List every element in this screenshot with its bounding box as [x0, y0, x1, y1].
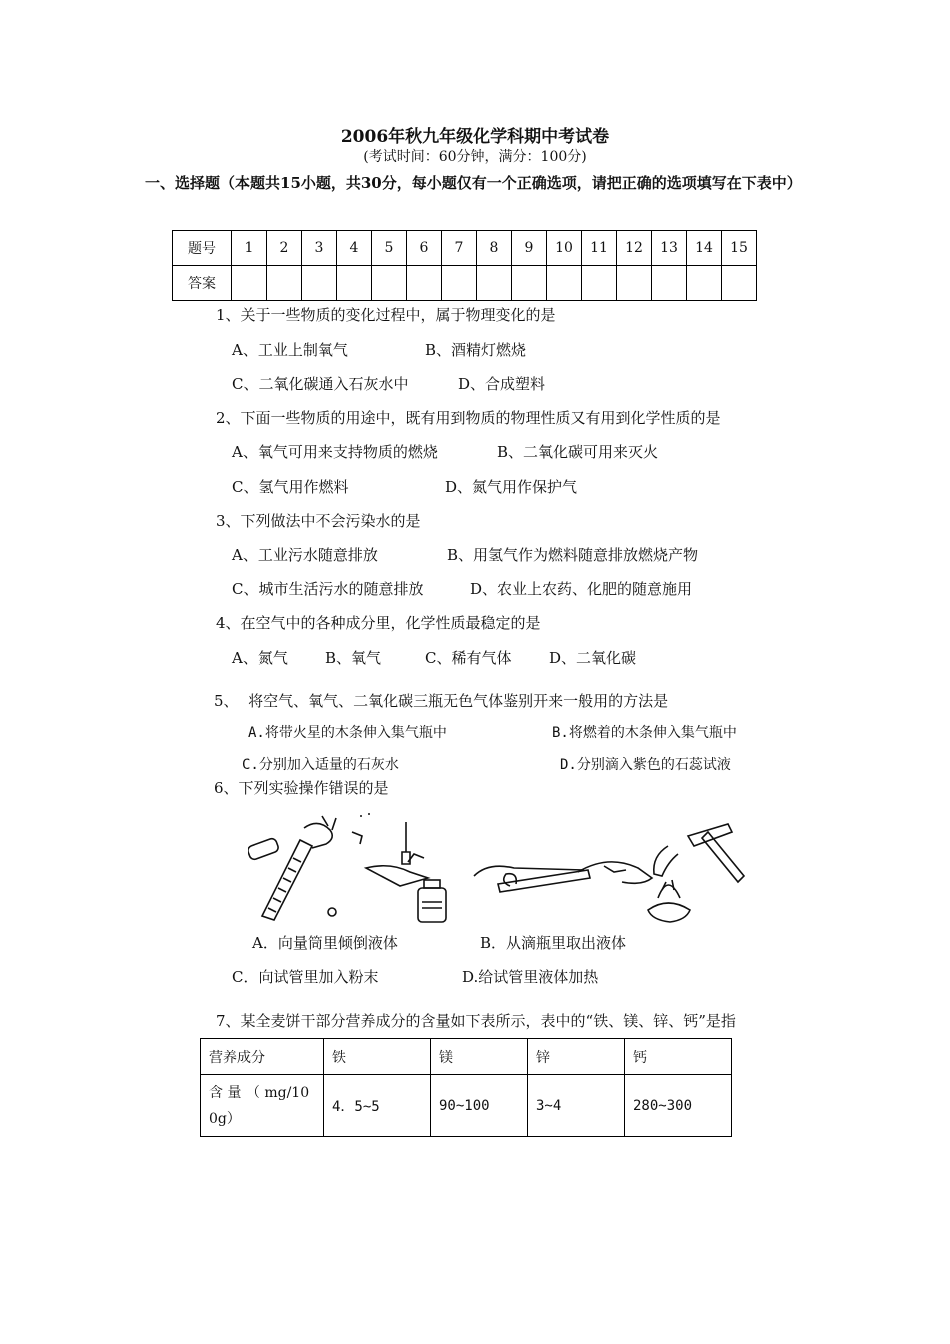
answer-cell[interactable] [687, 266, 722, 301]
question-2-stem: 2、下面一些物质的用途中，既有用到物质的物理性质又有用到化学性质的是 [216, 409, 721, 427]
table-row [201, 1039, 732, 1075]
question-number-cell: 10 [547, 231, 582, 266]
question-5-option-c: C.分别加入适量的石灰水 [242, 757, 399, 773]
question-number-cell: 1 [232, 231, 267, 266]
answer-cell[interactable] [407, 266, 442, 301]
question-3-option-a: A、工业污水随意排放 [232, 546, 378, 564]
question-4-option-a: A、氮气 [232, 649, 288, 667]
answer-cell[interactable] [582, 266, 617, 301]
question-6-option-b: B．从滴瓶里取出液体 [480, 934, 627, 952]
row-label-answer: 答案 [173, 266, 232, 301]
table-cell: 280~300 [625, 1075, 732, 1137]
question-1-stem: 1、关于一些物质的变化过程中，属于物理变化的是 [216, 306, 556, 324]
question-3-option-b: B、用氢气作为燃料随意排放燃烧产物 [447, 546, 699, 564]
answer-cell[interactable] [442, 266, 477, 301]
question-number-cell: 8 [477, 231, 512, 266]
table-row [173, 231, 757, 266]
table-header-cell: 营养成分 [201, 1039, 324, 1075]
question-number-cell: 15 [722, 231, 757, 266]
question-2-option-a: A、氧气可用来支持物质的燃烧 [232, 443, 438, 461]
answer-cell[interactable] [722, 266, 757, 301]
question-number-cell: 2 [267, 231, 302, 266]
question-6-option-d: D.给试管里液体加热 [462, 968, 599, 986]
answer-cell[interactable] [617, 266, 652, 301]
table-header-cell: 钙 [625, 1039, 732, 1075]
question-number-cell: 4 [337, 231, 372, 266]
answer-cell[interactable] [547, 266, 582, 301]
question-3-option-c: C、城市生活污水的随意排放 [232, 580, 424, 598]
question-6-option-c: C．向试管里加入粉末 [232, 968, 379, 986]
question-1-option-b: B、酒精灯燃烧 [425, 341, 527, 359]
exam-info: (考试时间：60分钟，满分：100分) [363, 149, 587, 165]
row-label-number: 题号 [173, 231, 232, 266]
question-4-option-b: B、氧气 [325, 649, 382, 667]
table-cell: 4．5~5 [324, 1075, 431, 1137]
answer-table [172, 230, 757, 301]
lab-operations-figure [248, 812, 788, 924]
question-4-stem: 4、在空气中的各种成分里，化学性质最稳定的是 [216, 614, 541, 632]
question-2-option-d: D、氮气用作保护气 [445, 478, 578, 496]
question-number-cell: 12 [617, 231, 652, 266]
answer-cell[interactable] [337, 266, 372, 301]
table-row [201, 1075, 732, 1137]
table-cell: 3~4 [528, 1075, 625, 1137]
question-4-option-c: C、稀有气体 [425, 649, 512, 667]
answer-cell[interactable] [477, 266, 512, 301]
question-number-cell: 3 [302, 231, 337, 266]
nutrition-table [200, 1038, 732, 1137]
question-number-cell: 7 [442, 231, 477, 266]
table-cell: 90~100 [431, 1075, 528, 1137]
table-row-label: 含 量 （ mg/100g） [201, 1075, 324, 1137]
question-1-option-d: D、合成塑料 [458, 375, 546, 393]
answer-cell[interactable] [232, 266, 267, 301]
section-heading: 一、选择题（本题共15小题，共30分，每小题仅有一个正确选项，请把正确的选项填写在下表中） [145, 174, 802, 192]
question-5-stem: 5、 将空气、氧气、二氧化碳三瓶无色气体鉴别开来一般用的方法是 [214, 692, 669, 710]
table-header-cell: 锌 [528, 1039, 625, 1075]
question-5-option-d: D.分别滴入紫色的石蕊试液 [560, 757, 731, 773]
table-row [173, 266, 757, 301]
answer-cell[interactable] [512, 266, 547, 301]
question-5-option-b: B.将燃着的木条伸入集气瓶中 [552, 725, 737, 741]
question-6-option-a: A．向量筒里倾倒液体 [252, 934, 398, 952]
answer-cell[interactable] [652, 266, 687, 301]
graduated-cylinder-pouring-illustration [248, 816, 362, 920]
page-title: 2006年秋九年级化学科期中考试卷 [340, 127, 610, 147]
question-number-cell: 14 [687, 231, 722, 266]
question-7-stem: 7、某全麦饼干部分营养成分的含量如下表所示，表中的“铁、镁、锌、钙”是指 [216, 1012, 736, 1030]
test-tube-powder-illustration [474, 862, 652, 892]
question-3-stem: 3、下列做法中不会污染水的是 [216, 512, 421, 530]
question-number-cell: 5 [372, 231, 407, 266]
question-6-stem: 6、下列实验操作错误的是 [214, 779, 389, 797]
answer-cell[interactable] [267, 266, 302, 301]
question-5-option-a: A.将带火星的木条伸入集气瓶中 [248, 725, 447, 741]
dropper-bottle-illustration [360, 814, 446, 922]
question-3-option-d: D、农业上农药、化肥的随意施用 [470, 580, 693, 598]
question-1-option-c: C、二氧化碳通入石灰水中 [232, 375, 409, 393]
table-header-cell: 铁 [324, 1039, 431, 1075]
question-1-option-a: A、工业上制氧气 [232, 341, 348, 359]
question-number-cell: 9 [512, 231, 547, 266]
answer-cell[interactable] [372, 266, 407, 301]
question-2-option-c: C、氢气用作燃料 [232, 478, 349, 496]
question-number-cell: 6 [407, 231, 442, 266]
answer-cell[interactable] [302, 266, 337, 301]
test-tube-heating-illustration [648, 824, 744, 922]
question-4-option-d: D、二氧化碳 [549, 649, 637, 667]
question-2-option-b: B、二氧化碳可用来灭火 [497, 443, 659, 461]
question-number-cell: 11 [582, 231, 617, 266]
question-number-cell: 13 [652, 231, 687, 266]
table-header-cell: 镁 [431, 1039, 528, 1075]
